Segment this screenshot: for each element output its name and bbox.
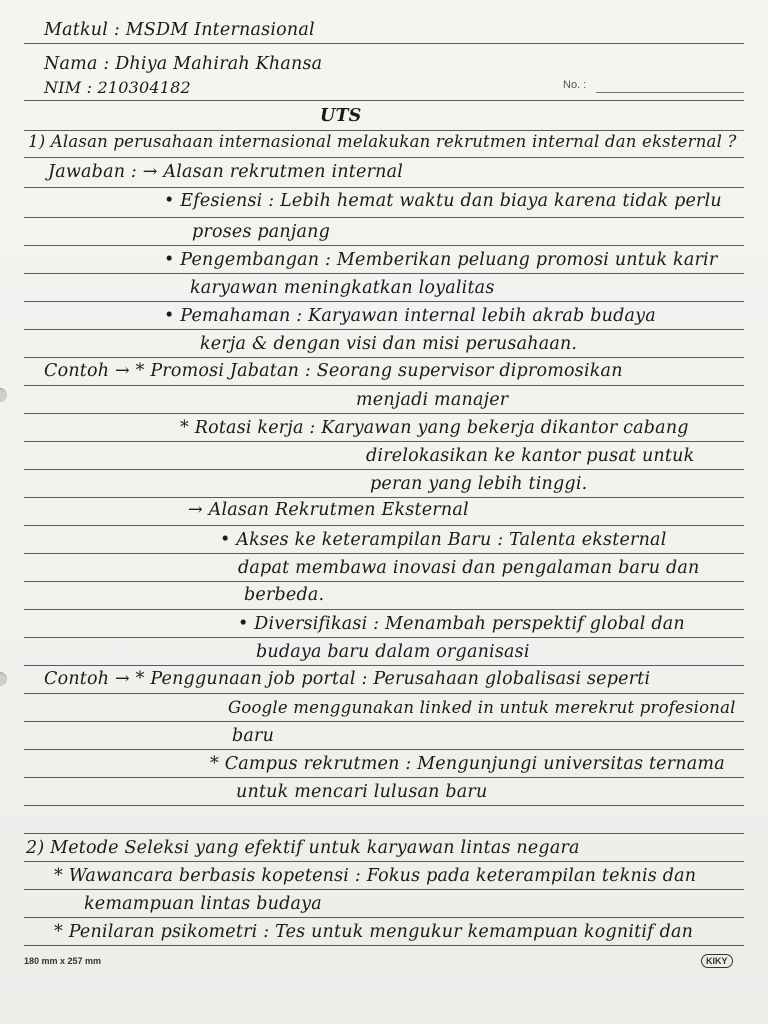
brand-logo: KIKY	[701, 954, 733, 968]
text-line: untuk mencari lulusan baru	[236, 782, 488, 802]
text-line: karyawan meningkatkan loyalitas	[190, 278, 495, 298]
ruled-line	[24, 441, 744, 442]
text-line: menjadi manajer	[356, 390, 509, 410]
ruled-line	[24, 187, 744, 188]
ruled-line	[24, 413, 744, 414]
text-line: • Pengembangan : Memberikan peluang promosi untuk karir	[164, 250, 718, 270]
text-line: budaya baru dalam organisasi	[256, 642, 530, 662]
paper-size-label: 180 mm x 257 mm	[24, 956, 102, 966]
text-line: * Rotasi kerja : Karyawan yang bekerja dikantor cabang	[180, 418, 689, 438]
ruled-line	[24, 749, 744, 750]
ruled-line	[24, 217, 744, 218]
text-line: * Wawancara berbasis kopetensi : Fokus pada keterampilan teknis dan	[54, 866, 697, 886]
ruled-line	[24, 945, 744, 946]
ruled-line	[24, 157, 744, 158]
ruled-line	[24, 357, 744, 358]
text-line: direlokasikan ke kantor pusat untuk	[366, 446, 695, 466]
header-nim: NIM : 210304182	[44, 78, 191, 97]
ruled-line	[24, 329, 744, 330]
text-line: berbeda.	[244, 585, 325, 605]
ruled-line	[24, 889, 744, 890]
text-line: • Efesiensi : Lebih hemat waktu dan biaya karena tidak perlu	[164, 191, 722, 211]
text-line: kerja & dengan visi dan misi perusahaan.	[200, 334, 578, 354]
text-line: * Penilaran psikometri : Tes untuk mengukur kemampuan kognitif dan	[54, 922, 694, 942]
ruled-line	[24, 130, 744, 131]
ruled-line	[24, 385, 744, 386]
text-line: • Diversifikasi : Menambah perspektif global dan	[238, 614, 685, 634]
text-line: Google menggunakan linked in untuk merekrut profesional	[228, 698, 736, 717]
subheading: → Alasan Rekrutmen Eksternal	[188, 500, 469, 520]
number-line	[596, 92, 744, 93]
ruled-line	[24, 245, 744, 246]
binder-hole	[0, 388, 7, 402]
ruled-line	[24, 665, 744, 666]
ruled-line	[24, 469, 744, 470]
text-line: baru	[232, 726, 275, 746]
ruled-line	[24, 525, 744, 526]
page-title: UTS	[320, 106, 362, 126]
ruled-line	[24, 497, 744, 498]
binder-hole	[0, 672, 7, 686]
ruled-line	[24, 721, 744, 722]
ruled-line	[24, 43, 744, 44]
ruled-line	[24, 861, 744, 862]
text-line: proses panjang	[192, 222, 331, 242]
text-line: • Akses ke keterampilan Baru : Talenta eksternal	[220, 530, 667, 550]
header-matkul: Matkul : MSDM Internasional	[44, 20, 315, 40]
example-heading: Contoh → * Penggunaan job portal : Perusahaan globalisasi seperti	[44, 669, 651, 689]
text-line: dapat membawa inovasi dan pengalaman baru dan	[238, 558, 700, 578]
question-2: 2) Metode Seleksi yang efektif untuk karyawan lintas negara	[26, 838, 580, 858]
example-heading: Contoh → * Promosi Jabatan : Seorang supervisor dipromosikan	[44, 361, 623, 381]
ruled-line	[24, 609, 744, 610]
text-line: peran yang lebih tinggi.	[370, 474, 588, 494]
text-line: • Pemahaman : Karyawan internal lebih akrab budaya	[164, 306, 656, 326]
ruled-line	[24, 637, 744, 638]
ruled-line	[24, 553, 744, 554]
ruled-line	[24, 777, 744, 778]
ruled-line	[24, 805, 744, 806]
ruled-line	[24, 833, 744, 834]
number-label: No. :	[563, 79, 587, 91]
header-nama: Nama : Dhiya Mahirah Khansa	[44, 54, 323, 74]
ruled-line	[24, 100, 744, 101]
ruled-line	[24, 301, 744, 302]
ruled-line	[24, 693, 744, 694]
text-line: * Campus rekrutmen : Mengunjungi universitas ternama	[210, 754, 725, 774]
question-1: 1) Alasan perusahaan internasional melakukan rekrutmen internal dan eksternal ?	[28, 132, 737, 151]
ruled-line	[24, 273, 744, 274]
ruled-line	[24, 917, 744, 918]
answer-heading: Jawaban : → Alasan rekrutmen internal	[48, 162, 404, 182]
text-line: kemampuan lintas budaya	[84, 894, 322, 914]
ruled-line	[24, 581, 744, 582]
